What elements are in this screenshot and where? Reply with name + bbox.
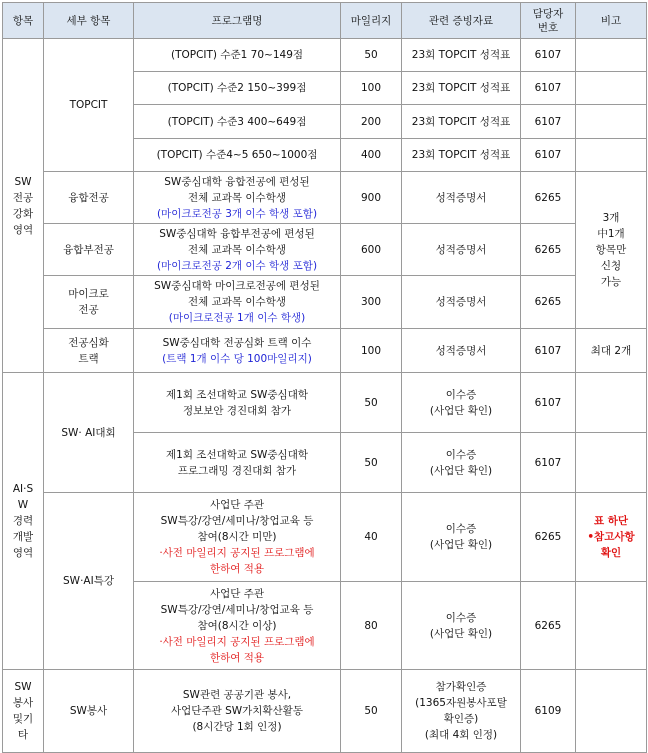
program-cell: SW중심대학 융합전공에 편성된 전체 교과목 이수학생 (마이크로전공 3개 이수 학생 포함)	[134, 172, 341, 224]
evidence-cell: 23회 TOPCIT 성적표	[402, 39, 521, 72]
remark-cell	[576, 105, 647, 139]
subitem-special: SW·AI특강	[44, 493, 134, 670]
program-cell: (TOPCIT) 수준1 70~149점	[134, 39, 341, 72]
program-cell: (TOPCIT) 수준2 150~399점	[134, 72, 341, 105]
evidence-cell: 성적증명서	[402, 329, 521, 373]
table-row	[3, 276, 647, 329]
program-cell: SW중심대학 마이크로전공에 편성된 전체 교과목 이수학생 (마이크로전공 1개 이수 학생)	[134, 276, 341, 329]
remark-cell	[576, 139, 647, 172]
evidence-cell: 23회 TOPCIT 성적표	[402, 72, 521, 105]
subitem-convergence-minor: 융합부전공	[44, 224, 134, 276]
subitem-micro: 마이크로 전공	[44, 276, 134, 329]
table-row	[3, 224, 647, 276]
contact-cell: 6265	[521, 493, 576, 582]
evidence-cell: 23회 TOPCIT 성적표	[402, 105, 521, 139]
remark-see-notes: 표 하단 •참고사항 확인	[576, 493, 647, 582]
contact-cell: 6107	[521, 72, 576, 105]
remark-cell	[576, 582, 647, 670]
contact-cell: 6107	[521, 105, 576, 139]
table-row	[3, 39, 647, 72]
program-cell: (TOPCIT) 수준4~5 650~1000점	[134, 139, 341, 172]
mileage-cell: 40	[341, 493, 402, 582]
header-mileage: 마일리지	[341, 3, 402, 39]
mileage-cell: 200	[341, 105, 402, 139]
header-contact: 담당자 번호	[521, 3, 576, 39]
program-cell: 사업단 주관 SW특강/강연/세미나/창업교육 등 참여(8시간 이상) ·사전 마일리지 공지된 프로그램에 한하여 적용	[134, 582, 341, 670]
section-sw-major: SW 전공 강화 영역	[3, 39, 44, 373]
remark-major-limit: 3개 中1개 항목만 신청 가능	[576, 172, 647, 329]
program-cell: SW관련 공공기관 봉사, 사업단주관 SW가치확산활동 (8시간당 1회 인정)	[134, 670, 341, 753]
evidence-cell: 참가확인증 (1365자원봉사포탈 확인증) (최대 4회 인정)	[402, 670, 521, 753]
evidence-cell: 성적증명서	[402, 172, 521, 224]
header-evidence: 관련 증빙자료	[402, 3, 521, 39]
mileage-cell: 300	[341, 276, 402, 329]
program-cell: SW중심대학 전공심화 트랙 이수 (트랙 1개 이수 당 100마일리지)	[134, 329, 341, 373]
contact-cell: 6265	[521, 224, 576, 276]
mileage-cell: 50	[341, 670, 402, 753]
evidence-cell: 이수증 (사업단 확인)	[402, 373, 521, 433]
remark-cell: 최대 2개	[576, 329, 647, 373]
subitem-convergence: 융합전공	[44, 172, 134, 224]
evidence-cell: 이수증 (사업단 확인)	[402, 582, 521, 670]
mileage-table	[2, 2, 647, 753]
contact-cell: 6107	[521, 373, 576, 433]
remark-cell	[576, 433, 647, 493]
evidence-cell: 성적증명서	[402, 224, 521, 276]
table-row	[3, 493, 647, 582]
table-row	[3, 670, 647, 753]
program-cell: 제1회 조선대학교 SW중심대학 정보보안 경진대회 참가	[134, 373, 341, 433]
header-category: 항목	[3, 3, 44, 39]
mileage-cell: 100	[341, 329, 402, 373]
contact-cell: 6107	[521, 329, 576, 373]
mileage-cell: 100	[341, 72, 402, 105]
contact-cell: 6107	[521, 433, 576, 493]
contact-cell: 6265	[521, 172, 576, 224]
program-cell: 사업단 주관 SW특강/강연/세미나/창업교육 등 참여(8시간 미만) ·사전 마일리지 공지된 프로그램에 한하여 적용	[134, 493, 341, 582]
remark-cell	[576, 72, 647, 105]
subitem-volunteer: SW봉사	[44, 670, 134, 753]
subitem-contest: SW· AI대회	[44, 373, 134, 493]
contact-cell: 6265	[521, 276, 576, 329]
section-ai-sw: AI·S W 경력 개발 영역	[3, 373, 44, 670]
evidence-cell: 성적증명서	[402, 276, 521, 329]
contact-cell: 6109	[521, 670, 576, 753]
subitem-advanced: 전공심화 트랙	[44, 329, 134, 373]
remark-cell	[576, 373, 647, 433]
mileage-cell: 50	[341, 39, 402, 72]
evidence-cell: 이수증 (사업단 확인)	[402, 433, 521, 493]
mileage-cell: 80	[341, 582, 402, 670]
evidence-cell: 23회 TOPCIT 성적표	[402, 139, 521, 172]
evidence-cell: 이수증 (사업단 확인)	[402, 493, 521, 582]
table-row	[3, 172, 647, 224]
table-row	[3, 329, 647, 373]
table-row	[3, 373, 647, 433]
mileage-cell: 900	[341, 172, 402, 224]
program-cell: (TOPCIT) 수준3 400~649점	[134, 105, 341, 139]
mileage-cell: 400	[341, 139, 402, 172]
contact-cell: 6265	[521, 582, 576, 670]
contact-cell: 6107	[521, 139, 576, 172]
subitem-topcit: TOPCIT	[44, 39, 134, 172]
remark-cell	[576, 39, 647, 72]
program-cell: 제1회 조선대학교 SW중심대학 프로그래밍 경진대회 참가	[134, 433, 341, 493]
contact-cell: 6107	[521, 39, 576, 72]
mileage-cell: 50	[341, 373, 402, 433]
program-cell: SW중심대학 융합부전공에 편성된 전체 교과목 이수학생 (마이크로전공 2개 이수 학생 포함)	[134, 224, 341, 276]
remark-cell	[576, 670, 647, 753]
mileage-cell: 600	[341, 224, 402, 276]
header-subcategory: 세부 항목	[44, 3, 134, 39]
section-service: SW 봉사 및기 타	[3, 670, 44, 753]
header-program: 프로그램명	[134, 3, 341, 39]
header-row	[3, 3, 647, 39]
header-remarks: 비고	[576, 3, 647, 39]
mileage-cell: 50	[341, 433, 402, 493]
